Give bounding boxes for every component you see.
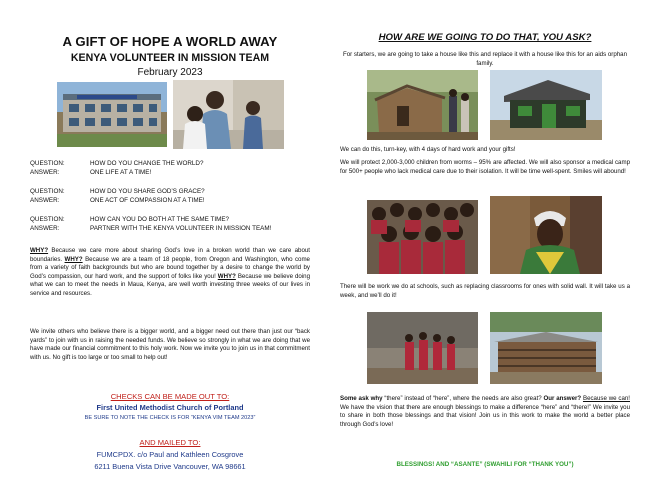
church-name: First United Methodist Church of Portland	[96, 403, 244, 412]
invite-paragraph: We invite others who believe there is a bigger world, and a bigger need out there than just our “back yards” to join with us in raising the needed funds. We believe so strongly in what we are doing that we have made our financial commitment to this holy work. Now we invite you to join us in that commitment with us. No gift is too large or too small to help out!	[30, 328, 310, 361]
mailing-address-line2: 6211 Buena Vista Drive Vancouver, WA 98661	[94, 462, 246, 471]
closing-paragraph	[340, 395, 630, 429]
turnkey-text: We can do this, turn-key, with 4 days of hard work and your gifts!	[340, 146, 516, 153]
school-girls-photo	[367, 312, 478, 384]
closing-text: We have the vision that there are enough blessings to make a difference “here” and “there!” We invite you to share in both those blessings and that vision! Join us in this work to make the world a better place through God’s love!	[340, 403, 630, 428]
blessings-line: BLESSINGS! AND “ASANTE” (SWAHILI FOR “THANK YOU”)	[396, 461, 574, 468]
old-house-photo	[367, 70, 478, 140]
why-text: Because we are a team of 18 people, from Oregon and Washington, who come from a variety of faith backgrounds but who are bound together by a desire to change the world by God’s compassion, our hard work, and the support of folks like you!	[30, 255, 310, 280]
question-label: QUESTION:	[30, 160, 65, 167]
date: February 2023	[137, 67, 203, 78]
intro-paragraph: For starters, we are going to take a house like this and replace it with a house like this for an aids orphan family.	[343, 51, 627, 67]
classroom-construction-photo	[490, 312, 602, 384]
answer-text: ONE ACT OF COMPASSION AT A TIME!	[90, 197, 205, 205]
page-title: A GIFT OF HOPE A WORLD AWAY	[62, 34, 278, 49]
answer-text: PARTNER WITH THE KENYA VOLUNTEER IN MISSION TEAM!	[90, 225, 272, 233]
checks-heading: CHECKS CAN BE MADE OUT TO:	[110, 392, 230, 401]
question-label: QUESTION:	[30, 216, 65, 223]
answer-label: ANSWER:	[30, 197, 60, 205]
why-text: Because we believe doing what we can to meet the needs in Maua, Kenya, are well worth investing three weeks of our lives in service and resources.	[30, 272, 310, 297]
right-heading: HOW ARE WE GOING TO DO THAT, YOU ASK?	[378, 32, 592, 43]
question-text: HOW DO YOU CHANGE THE WORLD?	[90, 160, 204, 167]
children-photo	[173, 80, 284, 149]
smiling-woman-photo	[490, 196, 602, 274]
closing-emphasis: Some ask why	[340, 395, 383, 402]
schoolchildren-photo	[367, 200, 478, 274]
new-house-photo	[490, 70, 602, 140]
answer-label: ANSWER:	[30, 225, 60, 233]
why-paragraph	[30, 247, 310, 299]
question-text: HOW DO YOU SHARE GOD’S GRACE?	[90, 188, 205, 195]
closing-emphasis: Our answer?	[543, 395, 582, 402]
worms-paragraph: We will protect 2,000-3,000 children from worms – 95% are affected. We will also sponsor a medical camp for 500+ people who lack medical care due to their isolation. It will be time well-spent. Smiles will abound!	[340, 159, 630, 175]
question-text: HOW CAN YOU DO BOTH AT THE SAME TIME?	[90, 216, 230, 223]
school-building-photo	[57, 82, 167, 147]
check-note: BE SURE TO NOTE THE CHECK IS FOR “KENYA VIM TEAM 2023”	[84, 415, 256, 421]
why-text: Because we care more about sharing God’s love in a broken world than we care about boundaries.	[30, 247, 310, 263]
qa-block-1	[30, 159, 310, 178]
qa-block-3	[30, 215, 310, 234]
team-name: KENYA VOLUNTEER IN MISSION TEAM	[70, 52, 270, 64]
mailing-address-line1: FUMCPDX. c/o Paul and Kathleen Cosgrove	[96, 450, 244, 459]
why-emphasis: WHY?	[30, 247, 49, 254]
schools-paragraph: There will be work we do at schools, such as replacing classrooms for ones with solid wall. It will take us a week, and we’ll do it!	[340, 283, 630, 299]
qa-block-2	[30, 187, 310, 206]
answer-label: ANSWER:	[30, 169, 60, 177]
why-emphasis: WHY?	[217, 272, 236, 280]
mailed-heading: AND MAILED TO:	[139, 438, 201, 447]
answer-text: ONE LIFE AT A TIME!	[90, 169, 152, 177]
question-label: QUESTION:	[30, 188, 65, 195]
closing-text: “there” instead of “here”, where the needs are also great?	[382, 395, 544, 402]
closing-underline: Because we can!	[582, 395, 630, 402]
why-emphasis: WHY?	[64, 255, 83, 263]
